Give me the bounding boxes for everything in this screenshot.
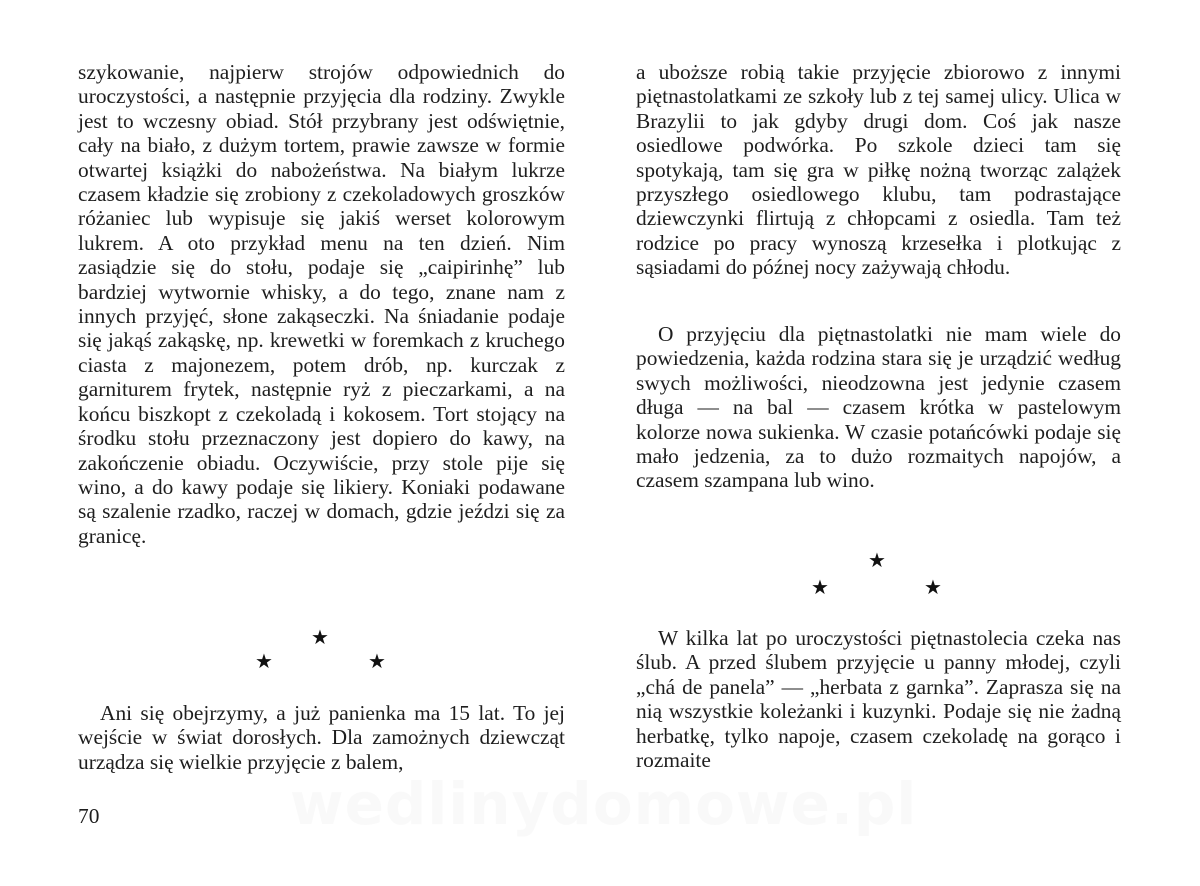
page-number: 70 [78, 804, 100, 828]
left-paragraph-2: Ani się obejrzymy, a już panienka ma 15 lat. To jej wejście w świat dorosłych. Dla zamożnych dziewcząt urządza się wielkie przyjęcie z balem, [78, 701, 565, 774]
star-icon: ★ [311, 627, 329, 649]
star-icon: ★ [811, 577, 829, 599]
star-icon: ★ [368, 651, 386, 673]
star-icon: ★ [255, 651, 273, 673]
left-paragraph-1: szykowanie, najpierw strojów odpowiednich do uroczystości, a następnie przyjęcia dla rodziny. Zwykle jest to wczesny obiad. Stół przybrany jest odświętnie, cały na biało, z dużym tortem, prawie zawsze w formie otwartej książki do nabożeństwa. Na białym lukrze czasem kładzie się zrobiony z czekoladowych groszków różaniec lub wypisuje się jakiś werset kolorowym lukrem. A oto przykład menu na ten dzień. Nim zasiądzie się do stołu, podaje się „caipirinhę” lub bardziej wytwornie whisky, a do tego, znane nam z innych przyjęć, słone zakąseczki. Na śniadanie podaje się jakąś zakąskę, np. krewetki w foremkach z kruchego ciasta z majonezem, potem drób, np. kurczak z garniturem frytek, następnie ryż z pieczarkami, a na końcu biszkopt z czekoladą i kokosem. Tort stojący na środku stołu przeznaczony jest dopiero do kawy, na zakończenie obiadu. Oczywiście, przy stole pije się wino, a do kawy podaje się likiery. Koniaki podawane są szalenie rzadko, raczej w domach, gdzie jeździ się za granicę. [78, 60, 565, 548]
left-page [78, 0, 565, 886]
right-paragraph-3: W kilka lat po uroczystości piętnastolecia czeka nas ślub. A przed ślubem przyjęcie u panny młodej, czyli „chá de panela” — „herbata z garnka”. Zaprasza się na nią wszystkie koleżanki i kuzynki. Podaje się nie żadną herbatkę, tylko napoje, czasem czekoladę na gorąco i rozmaite [636, 626, 1121, 773]
right-paragraph-2: O przyjęciu dla piętnastolatki nie mam wiele do powiedzenia, każda rodzina stara się je urządzić według swych możliwości, nieodzowna jest jedynie czasem długa — na bal — czasem krótka w pastelowym kolorze nowa sukienka. W czasie potańcówki podaje się mało jedzenia, za to dużo rozmaitych napojów, a czasem szampana lub wino. [636, 322, 1121, 493]
right-page [636, 0, 1121, 886]
watermark: wedlinydomowe.pl [290, 770, 918, 838]
star-icon: ★ [924, 577, 942, 599]
right-paragraph-1: a uboższe robią takie przyjęcie zbiorowo z innymi piętnastolatkami ze szkoły lub z tej samej ulicy. Ulica w Brazylii to jak gdyby drugi dom. Coś jak nasze osiedlowe podwórka. Po szkole dzieci tam się spotykają, tam się gra w piłkę nożną tworząc zalążek przyszłego osiedlowego klubu, tam podrastające dziewczynki flirtują z chłopcami z osiedla. Tam też rodzice po pracy wynoszą krzesełka i plotkując z sąsiadami do późnej nocy zażywają chłodu. [636, 60, 1121, 280]
star-icon: ★ [868, 550, 886, 572]
